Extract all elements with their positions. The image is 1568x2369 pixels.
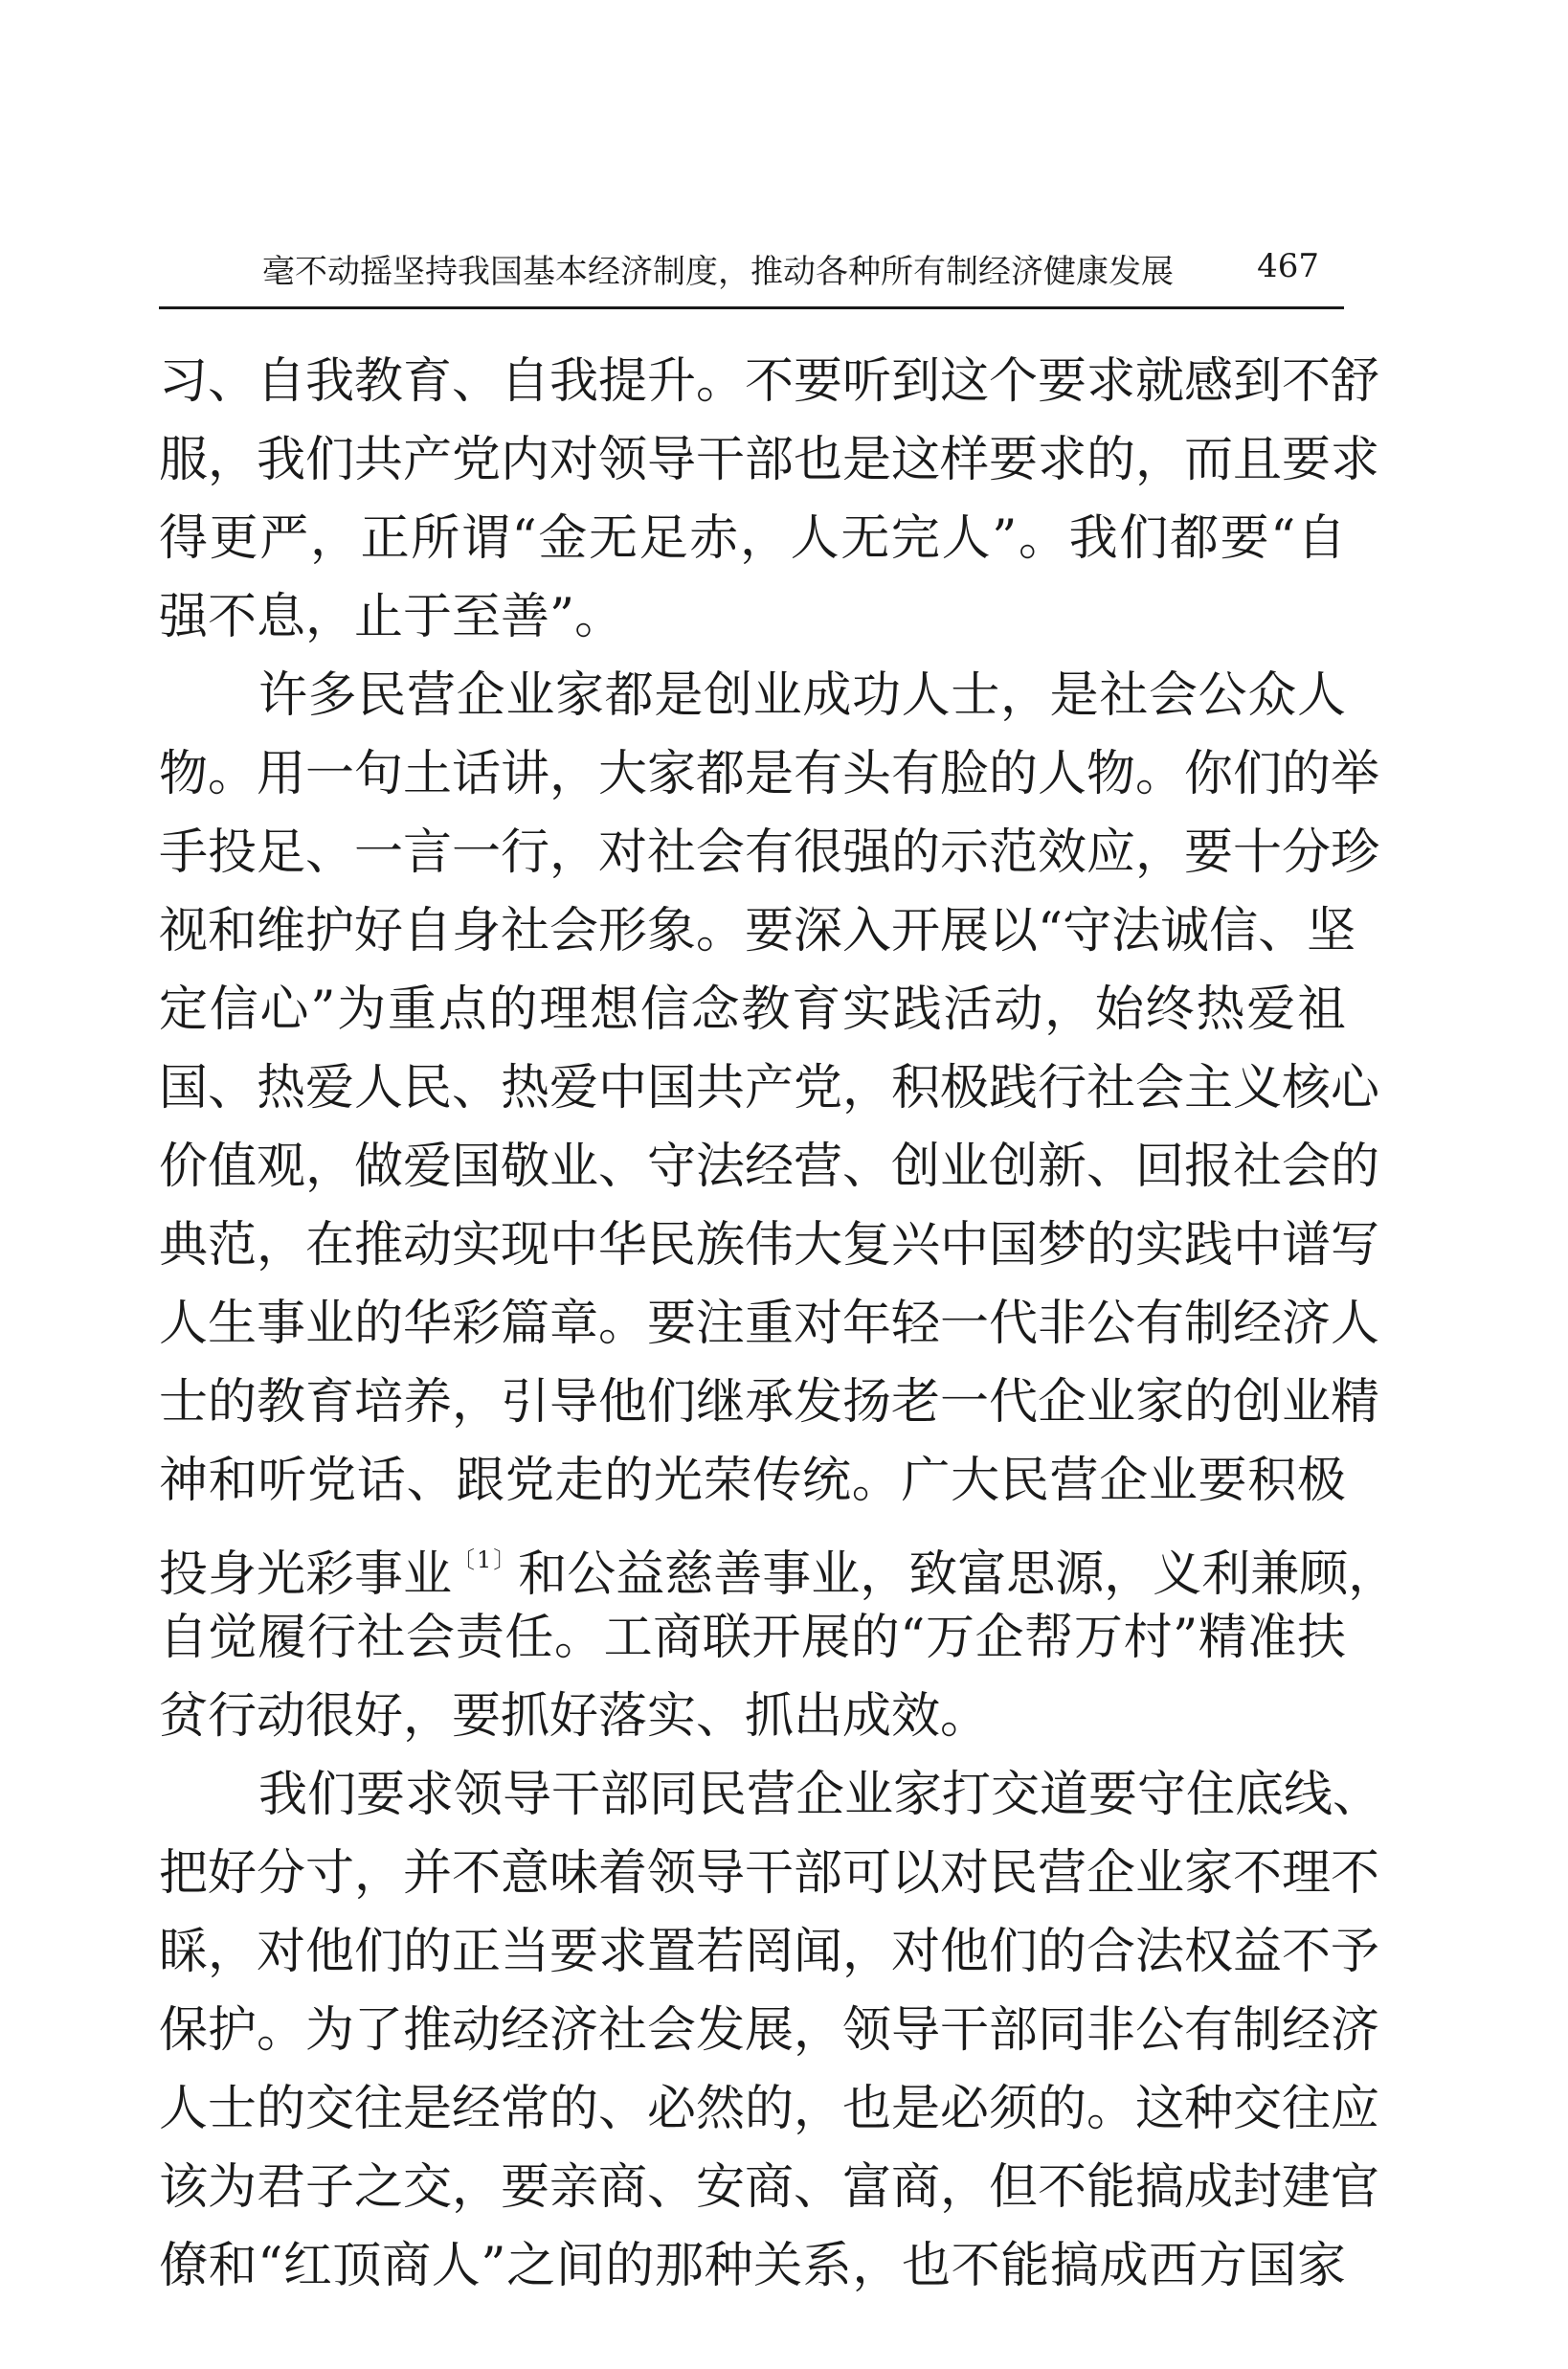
text-line: 贫行动很好，要抓好落实、抓出成效。 xyxy=(159,1688,990,1745)
text-line: 保护。为了推动经济社会发展，领导干部同非公有制经济 xyxy=(159,2002,1380,2059)
paragraph-start-line: 我们要求领导干部同民营企业家打交道要守住底线、 xyxy=(258,1767,1382,1823)
body-text xyxy=(159,343,1398,2306)
text-line: 神和听党话、跟党走的光荣传统。广大民营企业要积极 xyxy=(159,1453,1346,1509)
running-title: 毫不动摇坚持我国基本经济制度，推动各种所有制经济健康发展 xyxy=(262,253,1174,291)
text-line: 士的教育培养，引导他们继承发扬老一代企业家的创业精 xyxy=(159,1374,1380,1431)
paragraph-start-line: 许多民营企业家都是创业成功人士，是社会公众人 xyxy=(258,667,1346,724)
text-line: 自觉履行社会责任。工商联开展的“万企帮万村”精准扶 xyxy=(159,1610,1346,1666)
text-line: 僚和“红顶商人”之间的那种关系，也不能搞成西方国家 xyxy=(159,2238,1346,2294)
text-line: 价值观，做爱国敬业、守法经营、创业创新、回报社会的 xyxy=(159,1139,1380,1195)
text-line: 国、热爱人民、热爱中国共产党，积极践行社会主义核心 xyxy=(159,1060,1380,1117)
text-line: 人生事业的华彩篇章。要注重对年轻一代非公有制经济人 xyxy=(159,1296,1380,1352)
text-segment: 投身光彩事业 xyxy=(159,1546,453,1603)
text-line: 物。用一句土话讲，大家都是有头有脸的人物。你们的举 xyxy=(159,746,1380,802)
header-rule xyxy=(159,306,1344,309)
text-line: 该为君子之交，要亲商、安商、富商，但不能搞成封建官 xyxy=(159,2159,1380,2216)
text-line: 把好分寸，并不意味着领导干部可以对民营企业家不理不 xyxy=(159,1845,1380,1902)
page-number: 467 xyxy=(1257,247,1319,285)
text-line: 习、自我教育、自我提升。不要听到这个要求就感到不舒 xyxy=(159,353,1380,410)
text-segment: 和公益慈善事业，致富思源，义利兼顾， xyxy=(518,1546,1398,1603)
text-line: 人士的交往是经常的、必然的，也是必须的。这种交往应 xyxy=(159,2081,1380,2137)
text-line: 睬，对他们的正当要求置若罔闻，对他们的合法权益不予 xyxy=(159,1924,1380,1980)
text-line: 定信心”为重点的理想信念教育实践活动，始终热爱祖 xyxy=(159,981,1346,1038)
text-line: 服，我们共产党内对领导干部也是这样要求的，而且要求 xyxy=(159,432,1380,488)
running-head xyxy=(159,237,1344,295)
text-line: 得更严，正所谓“金无足赤，人无完人”。我们都要“自 xyxy=(159,510,1346,567)
text-line: 典范，在推动实现中华民族伟大复兴中国梦的实践中谱写 xyxy=(159,1217,1380,1274)
footnote-reference: 〔1〕 xyxy=(452,1546,519,1573)
text-line: 强不息，止于至善”。 xyxy=(159,589,624,645)
text-line: 手投足、一言一行，对社会有很强的示范效应，要十分珍 xyxy=(159,824,1380,881)
text-line-with-note xyxy=(159,1521,1398,1603)
text-line: 视和维护好自身社会形象。要深入开展以“守法诚信、坚 xyxy=(159,903,1356,959)
